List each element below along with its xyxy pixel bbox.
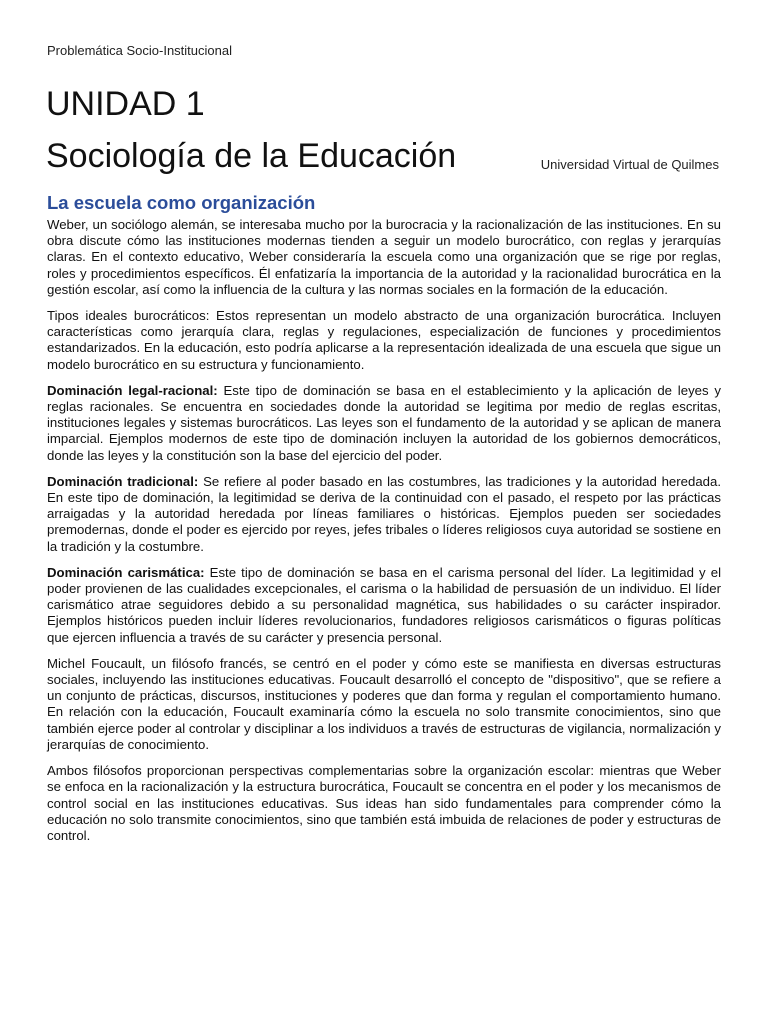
paragraph-charismatic xyxy=(47,565,721,646)
paragraph-charismatic-text: Este tipo de dominación se basa en el carisma personal del líder. La legitimidad y el poder provienen de las cualidades excepcionales, el carisma o la habilidad de persuasión de un individuo. El líder carismático atrae seguidores debido a su personalidad magnética, sus habilidades o su carácter inspirador. Ejemplos históricos pueden incluir líderes revolucionarios, fundadores religiosos carismáticos o figuras políticas que ejercen influencia a través de su carácter y presencia personal. xyxy=(47,564,721,645)
unit-title: UNIDAD 1 xyxy=(46,85,205,123)
body-text xyxy=(47,217,721,854)
paragraph-foucault: Michel Foucault, un filósofo francés, se centró en el poder y cómo este se manifiesta en diversas estructuras sociales, incluyendo las instituciones educativas. Foucault desarrolló el concepto de "dispositivo", que se refiere a un conjunto de prácticas, discursos, instituciones y poderes que dan forma y regulan el comportamiento humano. En relación con la educación, Foucault examinaría cómo la escuela no solo transmite conocimientos, sino que también ejerce poder al controlar y disciplinar a los individuos a través de estructuras de vigilancia, normalización y jerarquías de conocimiento. xyxy=(47,655,721,752)
term-charismatic: Dominación carismática: xyxy=(47,564,205,580)
running-header: Problemática Socio-Institucional xyxy=(47,43,232,58)
paragraph-legal-rational xyxy=(47,383,721,464)
paragraph-traditional-text: Se refiere al poder basado en las costumbres, las tradiciones y la autoridad heredada. En este tipo de dominación, la legitimidad se deriva de la continuidad con el pasado, el respeto por las prácticas arraigadas y la autoridad heredada por líneas familiares o históricas. Ejemplos pueden ser sociedades premodernas, donde el poder es ejercido por reyes, jefes tribales o líderes religiosos cuya autoridad se sostiene en la tradición y la costumbre. xyxy=(47,473,721,554)
term-traditional: Dominación tradicional: xyxy=(47,473,199,489)
term-legal-rational: Dominación legal-racional: xyxy=(47,382,218,398)
paragraph-weber: Weber, un sociólogo alemán, se interesaba mucho por la burocracia y la racionalización de las instituciones. En su obra discute cómo las instituciones modernas tienden a seguir un modelo burocrático, con reglas y jerarquías claras. En el contexto educativo, Weber consideraría la escuela como una organización que se rige por reglas, roles y procedimientos específicos. Él enfatizaría la importancia de la autoridad y la racionalidad burocrática en la gestión escolar, así como la influencia de la cultura y las normas sociales en la formación de la educación. xyxy=(47,217,721,297)
paragraph-legal-rational-text: Este tipo de dominación se basa en el establecimiento y la aplicación de leyes y reglas racionales. Se encuentra en sociedades donde la autoridad se legitima por medio de reglas escritas, instituciones legales y sistemas burocráticos. Las leyes son el fundamento de la autoridad y se aplican de manera imparcial. Ejemplos modernos de este tipo de dominación incluyen la autoridad de los gobiernos democráticos, donde las leyes y la constitución son la base del ejercicio del poder. xyxy=(47,382,721,463)
paragraph-traditional xyxy=(47,474,721,555)
section-heading: La escuela como organización xyxy=(47,192,316,213)
university-name: Universidad Virtual de Quilmes xyxy=(540,157,719,172)
subject-title: Sociología de la Educación xyxy=(46,137,457,175)
paragraph-conclusion: Ambos filósofos proporcionan perspectivas complementarias sobre la organización escolar: mientras que Weber se enfoca en la racionalización y la estructura burocrática, Foucault se concentra en el poder y los mecanismos de control social en las instituciones educativas. Sus ideas han sido fundamentales para comprender cómo la educación no solo transmite conocimientos, sino que también está imbuida de relaciones de poder y estructuras de control. xyxy=(47,763,721,843)
paragraph-ideal-types: Tipos ideales burocráticos: Estos representan un modelo abstracto de una organización burocrática. Incluyen características como jerarquía clara, reglas y regulaciones, especialización de funciones y procedimientos estandarizados. En la educación, esto podría aplicarse a la representación idealizada de una escuela que sigue un modelo burocrático en su estructura y funcionamiento. xyxy=(47,308,721,372)
